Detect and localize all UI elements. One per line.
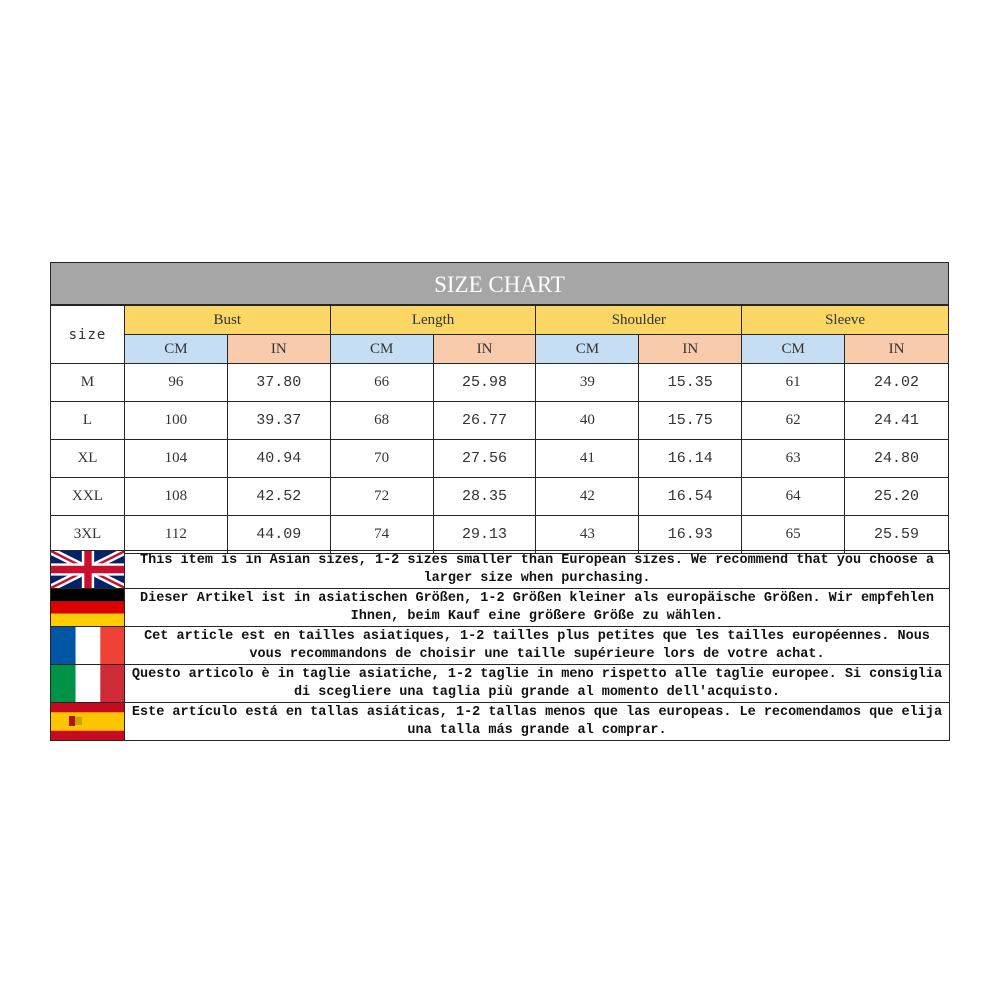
bust-in-header: IN — [227, 335, 330, 364]
shoulder-cm-cell: 40 — [536, 402, 639, 440]
table-row — [51, 440, 949, 478]
shoulder-cm-cell: 39 — [536, 364, 639, 402]
note-row-fr — [51, 627, 950, 665]
sleeve-cm-cell: 63 — [742, 440, 845, 478]
sleeve-in-cell: 25.20 — [845, 478, 949, 516]
table-row — [51, 516, 949, 554]
shoulder-in-cell: 16.54 — [639, 478, 742, 516]
group-header-row — [51, 306, 949, 335]
length-cm-cell: 72 — [330, 478, 433, 516]
bust-in-cell: 39.37 — [227, 402, 330, 440]
length-in-cell: 29.13 — [433, 516, 536, 554]
shoulder-cm-header: CM — [536, 335, 639, 364]
note-row-de — [51, 589, 950, 627]
length-header: Length — [330, 306, 536, 335]
shoulder-cm-cell: 42 — [536, 478, 639, 516]
bust-cm-cell: 100 — [124, 402, 227, 440]
bust-cm-cell: 96 — [124, 364, 227, 402]
size-cell: L — [51, 402, 125, 440]
shoulder-in-header: IN — [639, 335, 742, 364]
table-row — [51, 364, 949, 402]
flag-cell — [51, 627, 125, 665]
bust-in-cell: 44.09 — [227, 516, 330, 554]
sleeve-cm-cell: 62 — [742, 402, 845, 440]
size-cell: M — [51, 364, 125, 402]
note-row-en — [51, 551, 950, 589]
shoulder-cm-cell: 43 — [536, 516, 639, 554]
shoulder-in-cell: 15.35 — [639, 364, 742, 402]
bust-in-cell: 40.94 — [227, 440, 330, 478]
italy-flag-icon — [51, 665, 125, 702]
table-row — [51, 478, 949, 516]
sleeve-in-header: IN — [845, 335, 949, 364]
sleeve-header: Sleeve — [742, 306, 949, 335]
size-header: size — [51, 306, 125, 364]
shoulder-in-cell: 16.93 — [639, 516, 742, 554]
bust-cm-cell: 104 — [124, 440, 227, 478]
uk-flag-icon — [51, 551, 125, 588]
sleeve-in-cell: 24.80 — [845, 440, 949, 478]
length-in-cell: 25.98 — [433, 364, 536, 402]
shoulder-cm-cell: 41 — [536, 440, 639, 478]
table-row — [51, 402, 949, 440]
unit-header-row — [51, 335, 949, 364]
chart-title: SIZE CHART — [50, 262, 949, 305]
flag-cell — [51, 703, 125, 741]
bust-cm-cell: 108 — [124, 478, 227, 516]
note-text-en: This item is in Asian sizes, 1-2 sizes smaller than European sizes. We recommend that you choose a larger size when purchasing. — [125, 551, 950, 589]
size-chart — [50, 262, 949, 738]
size-cell: 3XL — [51, 516, 125, 554]
sleeve-in-cell: 24.41 — [845, 402, 949, 440]
length-cm-cell: 68 — [330, 402, 433, 440]
length-in-cell: 27.56 — [433, 440, 536, 478]
note-text-it: Questo articolo è in taglie asiatiche, 1-2 taglie in meno rispetto alle taglie europee. Si consiglia di scegliere una taglia più grande al momento dell'acquisto. — [125, 665, 950, 703]
sleeve-in-cell: 24.02 — [845, 364, 949, 402]
spain-flag-icon — [51, 703, 125, 740]
sleeve-cm-cell: 65 — [742, 516, 845, 554]
length-cm-cell: 70 — [330, 440, 433, 478]
note-text-es: Este artículo está en tallas asiáticas, 1-2 tallas menos que las europeas. Le recomendamos que elija una talla más grande al comprar. — [125, 703, 950, 741]
size-cell: XL — [51, 440, 125, 478]
length-in-cell: 28.35 — [433, 478, 536, 516]
france-flag-icon — [51, 627, 125, 664]
bust-in-cell: 42.52 — [227, 478, 330, 516]
size-cell: XXL — [51, 478, 125, 516]
bust-in-cell: 37.80 — [227, 364, 330, 402]
length-cm-header: CM — [330, 335, 433, 364]
shoulder-in-cell: 15.75 — [639, 402, 742, 440]
flag-cell — [51, 665, 125, 703]
note-row-it — [51, 665, 950, 703]
bust-header: Bust — [124, 306, 330, 335]
length-in-header: IN — [433, 335, 536, 364]
bust-cm-cell: 112 — [124, 516, 227, 554]
germany-flag-icon — [51, 589, 125, 626]
shoulder-in-cell: 16.14 — [639, 440, 742, 478]
sleeve-cm-cell: 61 — [742, 364, 845, 402]
note-text-fr: Cet article est en tailles asiatiques, 1-2 tailles plus petites que les tailles européennes. Nous vous recommandons de choisir une taille supérieure lors de votre achat. — [125, 627, 950, 665]
bust-cm-header: CM — [124, 335, 227, 364]
flag-cell — [51, 589, 125, 627]
flag-cell — [51, 551, 125, 589]
size-table — [50, 305, 949, 554]
sleeve-cm-header: CM — [742, 335, 845, 364]
size-notes — [50, 550, 950, 741]
length-in-cell: 26.77 — [433, 402, 536, 440]
shoulder-header: Shoulder — [536, 306, 742, 335]
length-cm-cell: 74 — [330, 516, 433, 554]
sleeve-in-cell: 25.59 — [845, 516, 949, 554]
note-row-es — [51, 703, 950, 741]
sleeve-cm-cell: 64 — [742, 478, 845, 516]
note-text-de: Dieser Artikel ist in asiatischen Größen, 1-2 Größen kleiner als europäische Größen. Wir empfehlen Ihnen, beim Kauf eine größere Größe zu wählen. — [125, 589, 950, 627]
length-cm-cell: 66 — [330, 364, 433, 402]
